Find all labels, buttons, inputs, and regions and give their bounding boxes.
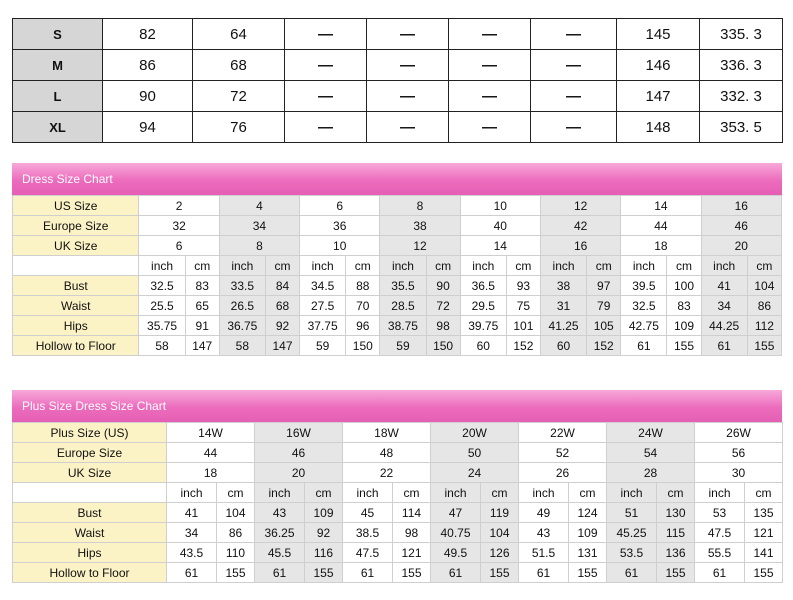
unit-label: cm	[747, 256, 781, 276]
size-value: 26W	[695, 423, 783, 443]
unit-label: inch	[701, 256, 747, 276]
measure-value: 45	[343, 503, 393, 523]
value-cell: —	[449, 19, 531, 50]
measure-value: 45.25	[607, 523, 657, 543]
size-value: 48	[343, 443, 431, 463]
unit-label: cm	[587, 256, 621, 276]
unit-label: cm	[481, 483, 519, 503]
size-value: 16	[540, 236, 620, 256]
value-cell: —	[367, 19, 449, 50]
measure-value: 100	[667, 276, 701, 296]
top-size-table	[12, 18, 783, 143]
size-row	[13, 216, 782, 236]
value-cell: 90	[103, 81, 193, 112]
measure-value: 75	[506, 296, 540, 316]
measure-value: 34.5	[300, 276, 346, 296]
measure-value: 109	[569, 523, 607, 543]
unit-label: inch	[255, 483, 305, 503]
unit-label: inch	[519, 483, 569, 503]
row-label: Plus Size (US)	[13, 423, 167, 443]
size-value: 24	[431, 463, 519, 483]
measure-value: 98	[393, 523, 431, 543]
measure-row	[13, 523, 783, 543]
unit-label: inch	[607, 483, 657, 503]
value-cell: 64	[193, 19, 285, 50]
size-cell: XL	[13, 112, 103, 143]
value-cell: —	[285, 19, 367, 50]
size-value: 20	[255, 463, 343, 483]
measure-value: 96	[346, 316, 380, 336]
row-label: Hollow to Floor	[13, 336, 139, 356]
size-value: 18W	[343, 423, 431, 443]
size-value: 56	[695, 443, 783, 463]
table-row	[13, 112, 783, 143]
value-cell: 147	[617, 81, 700, 112]
measure-value: 47	[431, 503, 481, 523]
measure-value: 45.5	[255, 543, 305, 563]
plus-size-chart	[12, 390, 782, 583]
measure-value: 51.5	[519, 543, 569, 563]
size-value: 18	[167, 463, 255, 483]
table-row	[13, 50, 783, 81]
measure-value: 38.75	[380, 316, 426, 336]
measure-row	[13, 563, 783, 583]
measure-value: 49.5	[431, 543, 481, 563]
measure-value: 155	[747, 336, 781, 356]
unit-label: cm	[346, 256, 380, 276]
measure-value: 109	[305, 503, 343, 523]
size-value: 52	[519, 443, 607, 463]
measure-value: 60	[460, 336, 506, 356]
measure-value: 72	[426, 296, 460, 316]
unit-label: cm	[217, 483, 255, 503]
measure-value: 61	[255, 563, 305, 583]
unit-label: cm	[426, 256, 460, 276]
measure-value: 61	[167, 563, 217, 583]
value-cell: —	[449, 112, 531, 143]
size-value: 10	[300, 236, 380, 256]
unit-label: inch	[300, 256, 346, 276]
chart-title: Dress Size Chart	[12, 163, 782, 195]
row-label: Waist	[13, 523, 167, 543]
size-value: 42	[540, 216, 620, 236]
size-value: 54	[607, 443, 695, 463]
size-value: 14	[621, 196, 701, 216]
measure-value: 26.5	[219, 296, 265, 316]
measure-value: 43	[519, 523, 569, 543]
row-label: Europe Size	[13, 443, 167, 463]
measure-value: 61	[519, 563, 569, 583]
value-cell: 332. 3	[700, 81, 783, 112]
measure-row	[13, 503, 783, 523]
row-label: US Size	[13, 196, 139, 216]
measure-value: 29.5	[460, 296, 506, 316]
unit-label: cm	[393, 483, 431, 503]
unit-label: cm	[745, 483, 783, 503]
size-value: 22	[343, 463, 431, 483]
measure-value: 42.75	[621, 316, 667, 336]
value-cell: 86	[103, 50, 193, 81]
size-value: 16W	[255, 423, 343, 443]
size-value: 32	[139, 216, 219, 236]
size-value: 50	[431, 443, 519, 463]
measure-value: 36.5	[460, 276, 506, 296]
size-value: 10	[460, 196, 540, 216]
measure-value: 32.5	[139, 276, 185, 296]
measure-value: 121	[393, 543, 431, 563]
measure-value: 121	[745, 523, 783, 543]
size-value: 44	[621, 216, 701, 236]
measure-value: 60	[540, 336, 586, 356]
row-label: Europe Size	[13, 216, 139, 236]
size-value: 46	[701, 216, 781, 236]
measure-value: 65	[185, 296, 219, 316]
measure-value: 59	[300, 336, 346, 356]
measure-value: 41	[167, 503, 217, 523]
measure-value: 53	[695, 503, 745, 523]
measure-value: 115	[657, 523, 695, 543]
measure-value: 155	[305, 563, 343, 583]
measure-value: 84	[265, 276, 299, 296]
size-value: 36	[300, 216, 380, 236]
measure-value: 150	[346, 336, 380, 356]
measure-value: 70	[346, 296, 380, 316]
measure-value: 61	[431, 563, 481, 583]
value-cell: —	[531, 50, 617, 81]
size-value: 22W	[519, 423, 607, 443]
value-cell: 82	[103, 19, 193, 50]
measure-value: 43	[255, 503, 305, 523]
measure-value: 155	[481, 563, 519, 583]
measure-value: 112	[747, 316, 781, 336]
value-cell: 335. 3	[700, 19, 783, 50]
size-cell: L	[13, 81, 103, 112]
measure-value: 124	[569, 503, 607, 523]
row-label: UK Size	[13, 463, 167, 483]
measure-value: 32.5	[621, 296, 667, 316]
value-cell: —	[367, 50, 449, 81]
measure-value: 101	[506, 316, 540, 336]
dress-size-chart	[12, 163, 782, 356]
value-cell: —	[531, 19, 617, 50]
measure-value: 104	[481, 523, 519, 543]
size-row	[13, 236, 782, 256]
size-value: 6	[139, 236, 219, 256]
size-value: 8	[380, 196, 460, 216]
measure-value: 155	[657, 563, 695, 583]
value-cell: —	[367, 81, 449, 112]
unit-label: inch	[219, 256, 265, 276]
measure-value: 40.75	[431, 523, 481, 543]
size-value: 20W	[431, 423, 519, 443]
measure-value: 155	[569, 563, 607, 583]
size-value: 24W	[607, 423, 695, 443]
measure-value: 90	[426, 276, 460, 296]
measure-value: 97	[587, 276, 621, 296]
size-value: 30	[695, 463, 783, 483]
row-label: Hips	[13, 543, 167, 563]
measure-value: 35.5	[380, 276, 426, 296]
value-cell: 336. 3	[700, 50, 783, 81]
unit-label: inch	[621, 256, 667, 276]
measure-value: 92	[265, 316, 299, 336]
measure-value: 47.5	[695, 523, 745, 543]
measure-value: 105	[587, 316, 621, 336]
measure-value: 83	[185, 276, 219, 296]
measure-value: 61	[607, 563, 657, 583]
measure-value: 114	[393, 503, 431, 523]
measure-value: 61	[701, 336, 747, 356]
measure-value: 41.25	[540, 316, 586, 336]
unit-row	[13, 483, 783, 503]
value-cell: 146	[617, 50, 700, 81]
row-label: Waist	[13, 296, 139, 316]
size-value: 12	[540, 196, 620, 216]
size-row	[13, 443, 783, 463]
size-value: 18	[621, 236, 701, 256]
measure-value: 68	[265, 296, 299, 316]
measure-value: 116	[305, 543, 343, 563]
chart-title: Plus Size Dress Size Chart	[12, 390, 782, 422]
value-cell: 72	[193, 81, 285, 112]
measure-value: 152	[506, 336, 540, 356]
size-value: 34	[219, 216, 299, 236]
measure-value: 41	[701, 276, 747, 296]
measure-value: 141	[745, 543, 783, 563]
measure-value: 126	[481, 543, 519, 563]
measure-value: 147	[185, 336, 219, 356]
measure-value: 36.25	[255, 523, 305, 543]
measure-value: 58	[139, 336, 185, 356]
measure-value: 135	[745, 503, 783, 523]
measure-value: 49	[519, 503, 569, 523]
measure-value: 110	[217, 543, 255, 563]
measure-row	[13, 276, 782, 296]
plus-size-table	[12, 422, 783, 583]
unit-label: inch	[167, 483, 217, 503]
unit-row	[13, 256, 782, 276]
size-value: 16	[701, 196, 781, 216]
unit-label: cm	[569, 483, 607, 503]
measure-value: 88	[346, 276, 380, 296]
size-row	[13, 196, 782, 216]
size-value: 14	[460, 236, 540, 256]
size-value: 20	[701, 236, 781, 256]
measure-value: 33.5	[219, 276, 265, 296]
measure-value: 93	[506, 276, 540, 296]
measure-value: 155	[745, 563, 783, 583]
measure-value: 31	[540, 296, 586, 316]
size-cell: S	[13, 19, 103, 50]
unit-label: cm	[657, 483, 695, 503]
measure-value: 35.75	[139, 316, 185, 336]
size-row	[13, 463, 783, 483]
measure-value: 28.5	[380, 296, 426, 316]
table-row	[13, 19, 783, 50]
measure-value: 38	[540, 276, 586, 296]
measure-value: 130	[657, 503, 695, 523]
size-row	[13, 423, 783, 443]
measure-value: 25.5	[139, 296, 185, 316]
unit-label: inch	[460, 256, 506, 276]
size-value: 8	[219, 236, 299, 256]
measure-value: 34	[701, 296, 747, 316]
measure-value: 104	[747, 276, 781, 296]
measure-value: 79	[587, 296, 621, 316]
size-value: 6	[300, 196, 380, 216]
value-cell: 148	[617, 112, 700, 143]
unit-label: inch	[380, 256, 426, 276]
measure-value: 86	[747, 296, 781, 316]
size-value: 14W	[167, 423, 255, 443]
measure-row	[13, 296, 782, 316]
size-value: 46	[255, 443, 343, 463]
measure-row	[13, 316, 782, 336]
unit-label: inch	[695, 483, 745, 503]
value-cell: —	[285, 112, 367, 143]
measure-value: 104	[217, 503, 255, 523]
value-cell: —	[531, 81, 617, 112]
measure-value: 34	[167, 523, 217, 543]
measure-value: 150	[426, 336, 460, 356]
measure-value: 38.5	[343, 523, 393, 543]
unit-label: inch	[343, 483, 393, 503]
dress-size-table	[12, 195, 782, 356]
value-cell: 353. 5	[700, 112, 783, 143]
table-row	[13, 81, 783, 112]
unit-label: inch	[540, 256, 586, 276]
size-value: 38	[380, 216, 460, 236]
value-cell: —	[367, 112, 449, 143]
unit-label: inch	[431, 483, 481, 503]
size-value: 4	[219, 196, 299, 216]
size-value: 26	[519, 463, 607, 483]
unit-label: cm	[185, 256, 219, 276]
measure-value: 59	[380, 336, 426, 356]
measure-value: 91	[185, 316, 219, 336]
unit-label: cm	[506, 256, 540, 276]
measure-value: 136	[657, 543, 695, 563]
measure-value: 61	[343, 563, 393, 583]
value-cell: 76	[193, 112, 285, 143]
measure-value: 86	[217, 523, 255, 543]
value-cell: —	[531, 112, 617, 143]
measure-value: 37.75	[300, 316, 346, 336]
measure-row	[13, 543, 783, 563]
row-label	[13, 483, 167, 503]
size-cell: M	[13, 50, 103, 81]
measure-value: 98	[426, 316, 460, 336]
measure-value: 92	[305, 523, 343, 543]
row-label: Hollow to Floor	[13, 563, 167, 583]
measure-value: 131	[569, 543, 607, 563]
row-label: Hips	[13, 316, 139, 336]
measure-value: 43.5	[167, 543, 217, 563]
measure-value: 47.5	[343, 543, 393, 563]
measure-value: 155	[393, 563, 431, 583]
measure-value: 27.5	[300, 296, 346, 316]
measure-value: 61	[695, 563, 745, 583]
measure-value: 55.5	[695, 543, 745, 563]
measure-value: 147	[265, 336, 299, 356]
size-value: 44	[167, 443, 255, 463]
row-label	[13, 256, 139, 276]
size-value: 28	[607, 463, 695, 483]
row-label: Bust	[13, 276, 139, 296]
unit-label: inch	[139, 256, 185, 276]
measure-value: 152	[587, 336, 621, 356]
size-value: 12	[380, 236, 460, 256]
size-value: 40	[460, 216, 540, 236]
measure-value: 119	[481, 503, 519, 523]
unit-label: cm	[667, 256, 701, 276]
row-label: UK Size	[13, 236, 139, 256]
measure-value: 44.25	[701, 316, 747, 336]
value-cell: —	[285, 81, 367, 112]
value-cell: —	[449, 81, 531, 112]
unit-label: cm	[305, 483, 343, 503]
measure-value: 155	[217, 563, 255, 583]
row-label: Bust	[13, 503, 167, 523]
value-cell: 94	[103, 112, 193, 143]
measure-value: 58	[219, 336, 265, 356]
measure-value: 155	[667, 336, 701, 356]
value-cell: —	[449, 50, 531, 81]
measure-value: 109	[667, 316, 701, 336]
value-cell: —	[285, 50, 367, 81]
measure-value: 39.5	[621, 276, 667, 296]
unit-label: cm	[265, 256, 299, 276]
measure-value: 83	[667, 296, 701, 316]
measure-value: 39.75	[460, 316, 506, 336]
measure-row	[13, 336, 782, 356]
size-value: 2	[139, 196, 219, 216]
measure-value: 36.75	[219, 316, 265, 336]
measure-value: 51	[607, 503, 657, 523]
measure-value: 53.5	[607, 543, 657, 563]
measure-value: 61	[621, 336, 667, 356]
value-cell: 145	[617, 19, 700, 50]
value-cell: 68	[193, 50, 285, 81]
